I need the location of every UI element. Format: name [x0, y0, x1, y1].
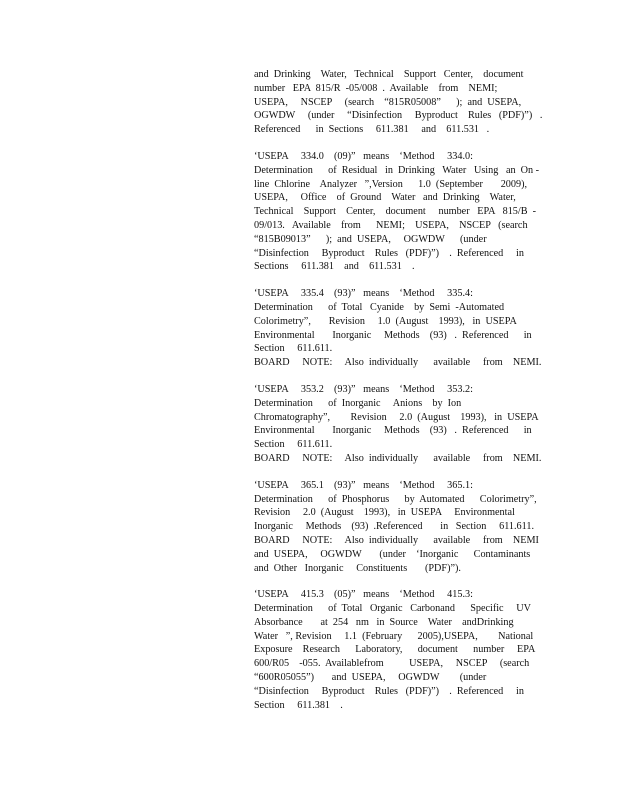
text-line: ‘USEPA 334.0 (09)” means ‘Method 334.0:: [254, 150, 473, 162]
text-line: Chromatography”, Revision 2.0 (August 1993), in USEPA: [254, 411, 539, 423]
text-line: Section 611.381 .: [254, 699, 343, 711]
text-line: 09/013. Available from NEMI; USEPA, NSCEP (search: [254, 219, 528, 231]
text-line: Colorimetry”, Revision 1.0 (August 1993), in USEPA: [254, 315, 517, 327]
text-line: Exposure Research Laboratory, document number EPA: [254, 644, 536, 656]
text-line: “815B09013” ); and USEPA, OGWDW (under: [254, 233, 487, 245]
board-note-line: BOARD NOTE: Also individually available from NEMI: [254, 534, 539, 546]
text-line: Determination of Total Organic Carbonand Specific UV: [254, 603, 532, 615]
paragraph-usepa-815r05008-continuation: [254, 68, 543, 137]
text-line: Inorganic Methods (93) .Referenced in Section 611.611.: [254, 521, 535, 533]
text-line: Technical Support Center, document number EPA 815/B -: [254, 206, 537, 218]
board-note-line: BOARD NOTE: Also individually available from NEMI.: [254, 357, 542, 369]
text-line: Section 611.611.: [254, 343, 333, 355]
text-column: [254, 68, 543, 725]
text-line: line Chlorine Analyzer ”,Version 1.0 (September 2009),: [254, 178, 528, 190]
paragraph-usepa-353-2: [254, 383, 542, 466]
text-line: Referenced in Sections 611.381 and 611.531 .: [254, 124, 490, 136]
text-line: ‘USEPA 365.1 (93)” means ‘Method 365.1:: [254, 479, 473, 491]
paragraph-usepa-335-4: [254, 287, 542, 370]
text-line: USEPA, NSCEP (search “815R05008” ); and USEPA,: [254, 96, 522, 108]
text-line: Environmental Inorganic Methods (93) . Referenced in: [254, 329, 532, 341]
paragraph-usepa-415-3: [254, 588, 536, 712]
board-note-line: BOARD NOTE: Also individually available from NEMI.: [254, 452, 542, 464]
text-line: Determination of Inorganic Anions by Ion: [254, 397, 462, 409]
text-line: Revision 2.0 (August 1993), in USEPA Environmental: [254, 507, 515, 519]
text-line: USEPA, Office of Ground Water and Drinking Water,: [254, 192, 516, 204]
text-line: ‘USEPA 335.4 (93)” means ‘Method 335.4:: [254, 288, 473, 300]
text-line: “600R05055”) and USEPA, OGWDW (under: [254, 672, 487, 684]
paragraph-usepa-334-0: [254, 150, 540, 274]
text-line: Absorbance at 254 nm in Source Water andDrinking: [254, 616, 514, 628]
text-line: Water ”, Revision 1.1 (February 2005),USEPA, National: [254, 630, 534, 642]
text-line: number EPA 815/R -05/008 . Available from NEMI;: [254, 82, 498, 94]
text-line: and Drinking Water, Technical Support Center, document: [254, 69, 524, 80]
text-line: and Other Inorganic Constituents (PDF)”).: [254, 562, 461, 574]
paragraph-usepa-365-1: [254, 479, 539, 576]
text-line: Determination of Residual in Drinking Water Using an On -: [254, 164, 540, 176]
text-line: and USEPA, OGWDW (under ‘Inorganic Contaminants: [254, 548, 531, 560]
text-line: 600/R05 -055. Availablefrom USEPA, NSCEP (search: [254, 658, 530, 670]
text-line: “Disinfection Byproduct Rules (PDF)”) . Referenced in: [254, 247, 524, 259]
text-line: “Disinfection Byproduct Rules (PDF)”) . Referenced in: [254, 685, 524, 697]
text-line: OGWDW (under “Disinfection Byproduct Rules (PDF)”) .: [254, 110, 543, 122]
text-line: Determination of Total Cyanide by Semi -Automated: [254, 301, 505, 313]
text-line: Sections 611.381 and 611.531 .: [254, 261, 415, 273]
text-line: Section 611.611.: [254, 439, 333, 451]
text-line: ‘USEPA 353.2 (93)” means ‘Method 353.2:: [254, 383, 473, 395]
text-line: ‘USEPA 415.3 (05)” means ‘Method 415.3:: [254, 589, 473, 601]
text-line: Environmental Inorganic Methods (93) . Referenced in: [254, 425, 532, 437]
text-line: Determination of Phosphorus by Automated Colorimetry”,: [254, 493, 537, 505]
